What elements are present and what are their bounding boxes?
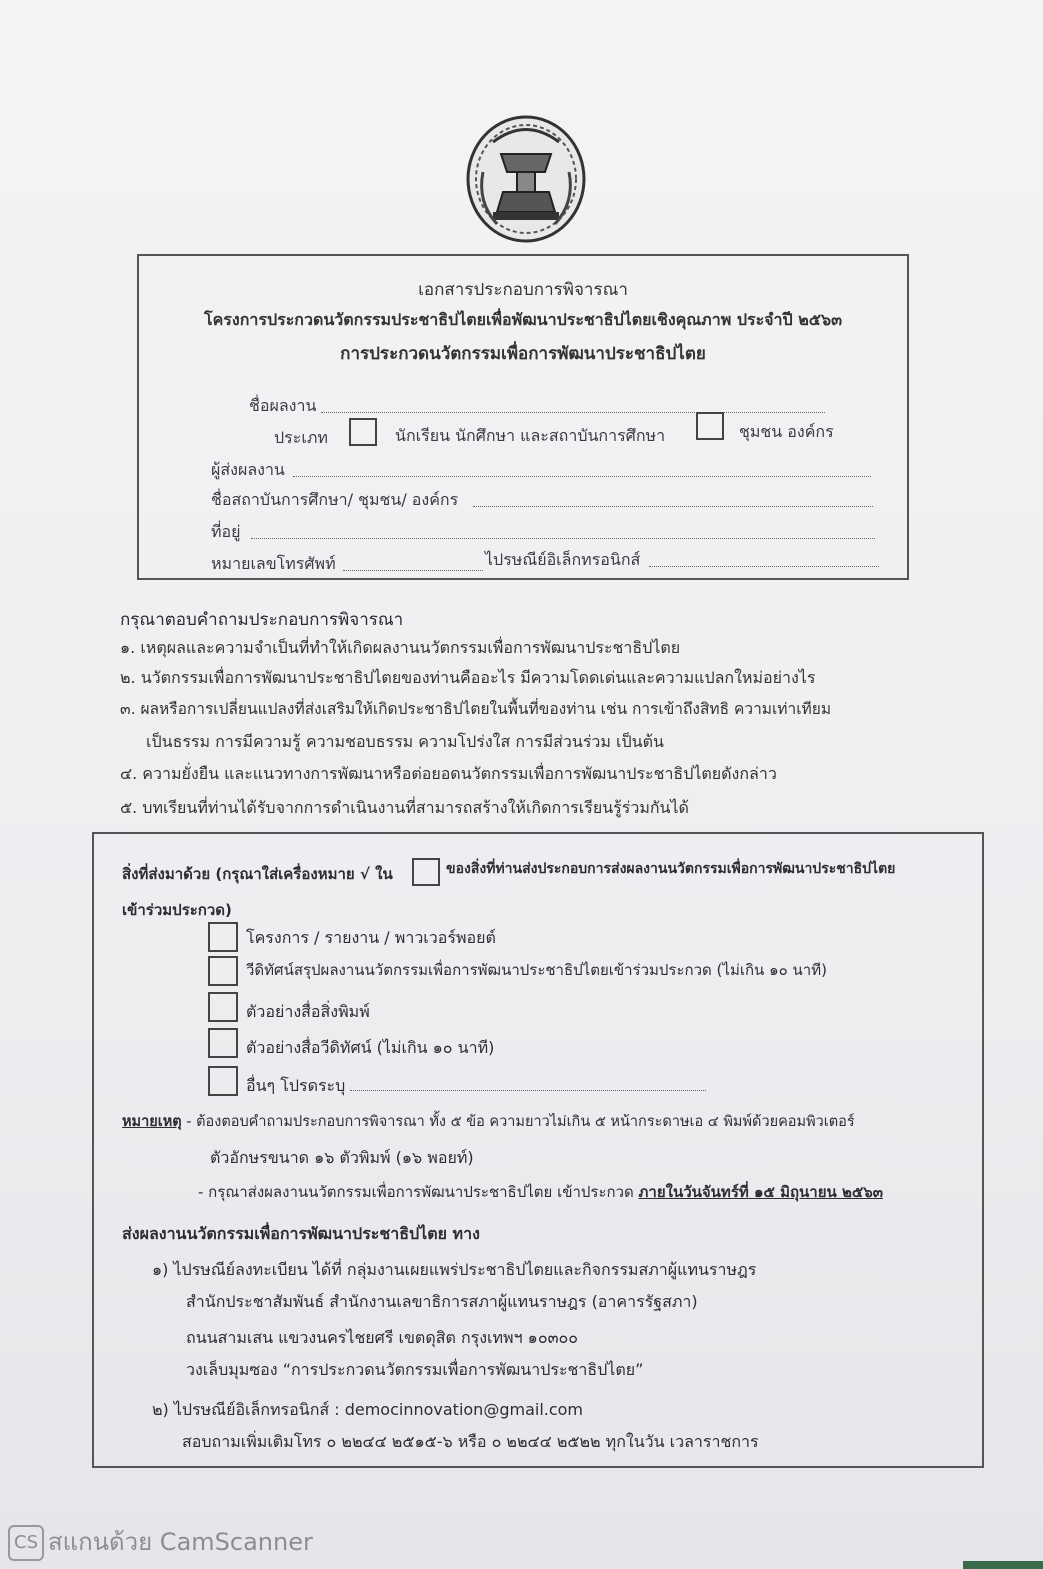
field-phone-label: หมายเลขโทรศัพท์ xyxy=(211,554,336,573)
parliament-seal-icon xyxy=(463,112,589,246)
attach-item-5: อื่นๆ โปรดระบุ xyxy=(246,1076,346,1095)
field-sender-label: ผู้ส่งผลงาน xyxy=(211,460,285,479)
field-phone-input[interactable] xyxy=(343,570,483,571)
note-2-text: - กรุณาส่งผลงานนวัตกรรมเพื่อการพัฒนาประชาธิปไตย เข้าประกวด xyxy=(198,1183,639,1201)
attach-other-input[interactable] xyxy=(350,1090,706,1091)
note-1-text: - ต้องตอบคำถามประกอบการพิจารณา ทั้ง ๕ ข้อ ความยาวไม่เกิน ๕ หน้ากระดาษเอ ๔ พิมพ์ด้วยคอมพิวเตอร์ xyxy=(181,1114,855,1130)
field-name-label: ชื่อผลงาน xyxy=(249,396,317,415)
attach-checkbox-3[interactable] xyxy=(208,992,238,1022)
attach-intro-end: เข้าร่วมประกวด) xyxy=(122,901,232,919)
send-option-1-line4: วงเล็บมุมซอง “การประกวดนวัตกรรมเพื่อการพัฒนาประชาธิปไตย” xyxy=(186,1360,644,1379)
field-sender-input[interactable] xyxy=(293,476,871,477)
question-3-cont: เป็นธรรม การมีความรู้ ความชอบธรรม ความโปร่งใส การมีส่วนร่วม เป็นต้น xyxy=(146,732,664,751)
type-community-checkbox[interactable] xyxy=(696,412,724,440)
question-3: ๓. ผลหรือการเปลี่ยนแปลงที่ส่งเสริมให้เกิดประชาธิปไตยในพื้นที่ของท่าน เช่น การเข้าถึงสิทธิ ความเท่าเทียม xyxy=(120,700,832,718)
attach-item-1: โครงการ / รายงาน / พาวเวอร์พอยต์ xyxy=(246,928,496,947)
project-title: โครงการประกวดนวัตกรรมประชาธิปไตยเพื่อพัฒนาประชาธิปไตยเชิงคุณภาพ ประจำปี ๒๕๖๓ xyxy=(203,310,842,329)
attach-checkbox-5[interactable] xyxy=(208,1066,238,1096)
deadline-text: ภายในวันจันทร์ที่ ๑๕ มิถุนายน ๒๕๖๓ xyxy=(638,1183,884,1201)
attach-item-4: ตัวอย่างสื่อวีดิทัศน์ (ไม่เกิน ๑๐ นาที) xyxy=(246,1038,495,1057)
attach-checkbox-2[interactable] xyxy=(208,956,238,986)
question-1: ๑. เหตุผลและความจำเป็นที่ทำให้เกิดผลงานนวัตกรรมเพื่อการพัฒนาประชาธิปไตย xyxy=(120,638,681,657)
attach-item-2: วีดิทัศน์สรุปผลงานนวัตกรรมเพื่อการพัฒนาประชาธิปไตยเข้าร่วมประกวด (ไม่เกิน ๑๐ นาที) xyxy=(246,961,827,979)
camscanner-watermark xyxy=(8,1522,313,1561)
field-type-label: ประเภท xyxy=(274,428,328,447)
question-2: ๒. นวัตกรรมเพื่อการพัฒนาประชาธิปไตยของท่านคืออะไร มีความโดดเด่นและความแปลกใหม่อย่างไร xyxy=(120,668,816,687)
question-4: ๔. ความยั่งยืน และแนวทางการพัฒนาหรือต่อยอดนวัตกรรมเพื่อการพัฒนาประชาธิปไตยดังกล่าว xyxy=(120,764,777,783)
questions-heading: กรุณาตอบคำถามประกอบการพิจารณา xyxy=(120,610,404,630)
legend-checkbox xyxy=(412,858,440,886)
field-name-input[interactable] xyxy=(321,412,825,413)
field-address-label: ที่อยู่ xyxy=(211,522,241,541)
question-5: ๕. บทเรียนที่ท่านได้รับจากการดำเนินงานที่สามารถสร้างให้เกิดการเรียนรู้ร่วมกันได้ xyxy=(120,798,689,817)
contact-phone: สอบถามเพิ่มเติมโทร ๐ ๒๒๔๔ ๒๕๑๕-๖ หรือ ๐ ๒๒๔๔ ๒๕๒๒ ทุกในวัน เวลาราชการ xyxy=(182,1432,759,1451)
send-option-2: ๒) ไปรษณีย์อิเล็กทรอนิกส์ : democinnovation@gmail.com xyxy=(152,1400,584,1419)
attachments-box xyxy=(92,832,984,1468)
type-student-label: นักเรียน นักศึกษา และสถาบันการศึกษา xyxy=(395,426,666,445)
send-option-1-line3: ถนนสามเสน แขวงนครไชยศรี เขตดุสิต กรุงเทพฯ ๑๐๓๐๐ xyxy=(186,1328,579,1347)
attach-checkbox-4[interactable] xyxy=(208,1028,238,1058)
send-option-1-line2: สำนักประชาสัมพันธ์ สำนักงานเลขาธิการสภาผู้แทนราษฎร (อาคารรัฐสภา) xyxy=(186,1292,698,1311)
note-1-cont: ตัวอักษรขนาด ๑๖ ตัวพิมพ์ (๑๖ พอยท์) xyxy=(210,1148,474,1167)
type-community-label: ชุมชน องค์กร xyxy=(739,422,834,441)
send-option-1: ๑) ไปรษณีย์ลงทะเบียน ได้ที่ กลุ่มงานเผยแพร่ประชาธิปไตยและกิจกรรมสภาผู้แทนราษฎร xyxy=(152,1260,757,1279)
attach-intro-cont: ของสิ่งที่ท่านส่งประกอบการส่งผลงานนวัตกรรมเพื่อการพัฒนาประชาธิปไตย xyxy=(446,861,896,877)
field-address-input[interactable] xyxy=(251,538,875,539)
field-email-label: ไปรษณีย์อิเล็กทรอนิกส์ xyxy=(485,550,641,569)
watermark-text: สแกนด้วย CamScanner xyxy=(48,1528,313,1556)
note-label: หมายเหตุ xyxy=(122,1114,182,1130)
send-heading: ส่งผลงานนวัตกรรมเพื่อการพัฒนาประชาธิปไตย ทาง xyxy=(122,1224,480,1243)
type-student-checkbox[interactable] xyxy=(349,418,377,446)
field-org-input[interactable] xyxy=(473,506,873,507)
doc-title: เอกสารประกอบการพิจารณา xyxy=(418,280,628,300)
camscanner-logo-icon: CS xyxy=(8,1525,44,1561)
field-org-label: ชื่อสถาบันการศึกษา/ ชุมชน/ องค์กร xyxy=(211,490,459,509)
note-2 xyxy=(198,1180,883,1204)
contest-title: การประกวดนวัตกรรมเพื่อการพัฒนาประชาธิปไตย xyxy=(340,344,706,364)
submission-info-box xyxy=(137,254,909,580)
note-1 xyxy=(122,1110,855,1133)
attach-item-3: ตัวอย่างสื่อสิ่งพิมพ์ xyxy=(246,1002,370,1021)
attach-intro: สิ่งที่ส่งมาด้วย (กรุณาใส่เครื่องหมาย √ ใน xyxy=(122,865,393,883)
page-edge xyxy=(963,1561,1043,1569)
attach-checkbox-1[interactable] xyxy=(208,922,238,952)
field-email-input[interactable] xyxy=(649,566,879,567)
